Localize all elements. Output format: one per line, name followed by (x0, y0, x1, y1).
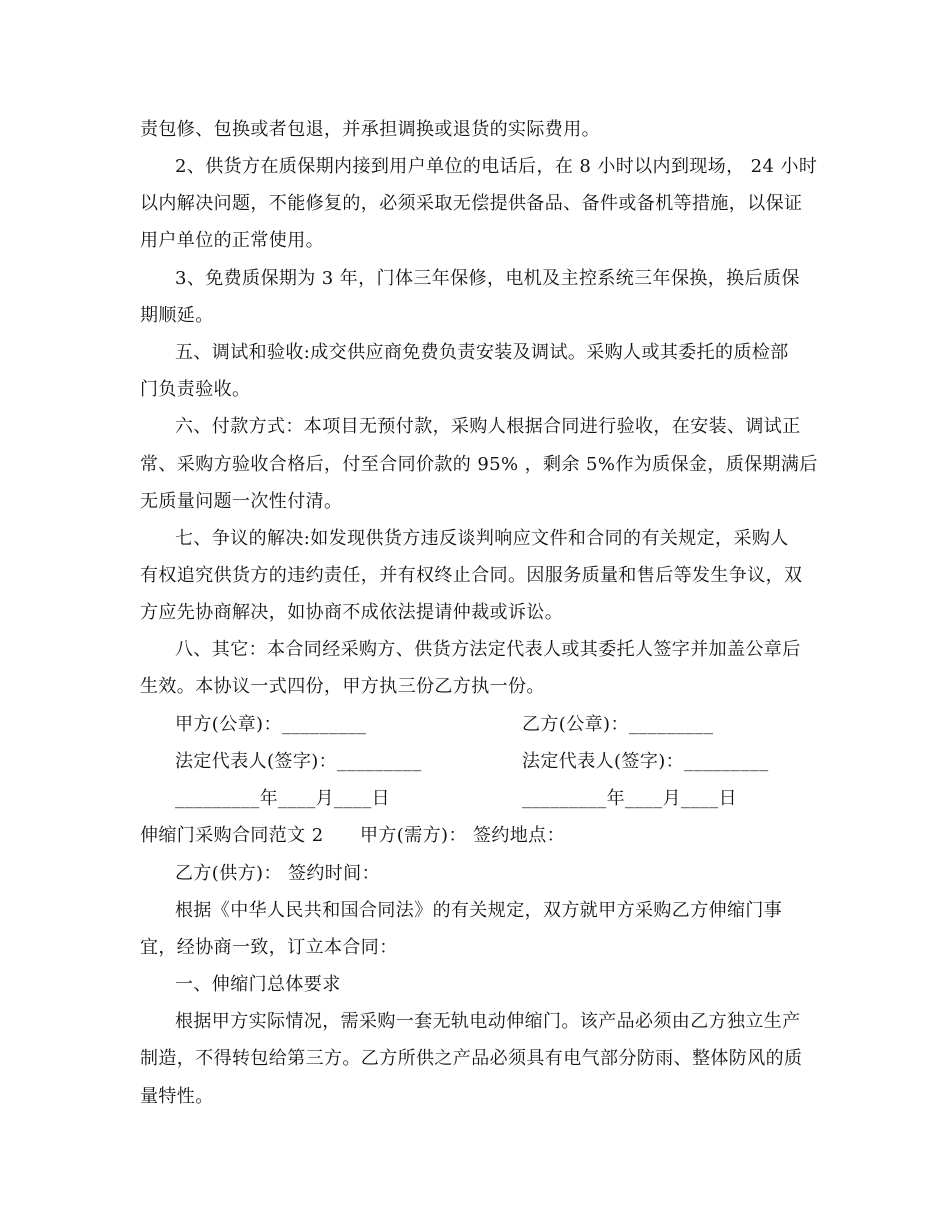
paragraph-line: 3、免费质保期为 3 年，门体三年保修，电机及主控系统三年保换，换后质保 (175, 268, 800, 289)
paragraph-line: 八、其它：本合同经采购方、供货方法定代表人或其委托人签字并加盖公章后 (175, 639, 801, 660)
section-paragraph-line: 根据甲方实际情况，需采购一套无轨电动伸缩门。该产品必须由乙方独立生产 (175, 1011, 801, 1032)
paragraph-line: 生效。本协议一式四份，甲方执三份乙方执一份。 (140, 676, 545, 697)
intro-line: 宜，经协商一致，订立本合同： (140, 937, 398, 958)
contract-2-title: 伸缩门采购合同范文 2 (140, 825, 324, 846)
party-b-info: 乙方(供方)： 签约时间： (175, 863, 380, 884)
section-paragraph-line: 量特性。 (140, 1086, 214, 1107)
party-a-date-line: _________年____月____日 (175, 788, 390, 809)
party-b-representative-line: 法定代表人(签字)：_________ (522, 751, 769, 772)
paragraph-line: 常、采购方验收合格后，付至合同价款的 95% ，剩余 5%作为质保金，质保期满后 (140, 454, 818, 475)
party-a-seal-line: 甲方(公章)：_________ (175, 714, 367, 735)
paragraph-line: 2、供货方在质保期内接到用户单位的电话后，在 8 小时以内到现场， 24 小时 (175, 156, 818, 177)
party-b-seal-line: 乙方(公章)：_________ (522, 714, 714, 735)
section-heading: 一、伸缩门总体要求 (175, 974, 341, 995)
section-paragraph-line: 制造，不得转包给第三方。乙方所供之产品必须具有电气部分防雨、整体防风的质 (140, 1048, 803, 1069)
paragraph-line: 门负责验收。 (140, 379, 251, 400)
paragraph-line: 用户单位的正常使用。 (140, 230, 324, 251)
party-a-info: 甲方(需方)： 签约地点： (360, 825, 565, 846)
paragraph-line: 六、付款方式：本项目无预付款，采购人根据合同进行验收，在安装、调试正 (175, 416, 801, 437)
party-a-representative-line: 法定代表人(签字)：_________ (175, 751, 422, 772)
paragraph-line: 方应先协商解决，如协商不成依法提请仲裁或诉讼。 (140, 602, 564, 623)
party-b-date-line: _________年____月____日 (522, 788, 737, 809)
paragraph-line: 五、调试和验收:成交供应商免费负责安装及调试。采购人或其委托的质检部 (175, 342, 789, 363)
paragraph-line: 七、争议的解决:如发现供货方违反谈判响应文件和合同的有关规定，采购人 (175, 528, 789, 549)
paragraph-line: 无质量问题一次性付清。 (140, 491, 343, 512)
paragraph-line: 责包修、包换或者包退，并承担调换或退货的实际费用。 (140, 119, 600, 140)
paragraph-line: 以内解决问题，不能修复的，必须采取无偿提供备品、备件或备机等措施，以保证 (140, 193, 803, 214)
intro-line: 根据《中华人民共和国合同法》的有关规定，双方就甲方采购乙方伸缩门事 (175, 900, 783, 921)
paragraph-line: 期顺延。 (140, 305, 214, 326)
paragraph-line: 有权追究供货方的违约责任，并有权终止合同。因服务质量和售后等发生争议，双 (140, 565, 803, 586)
